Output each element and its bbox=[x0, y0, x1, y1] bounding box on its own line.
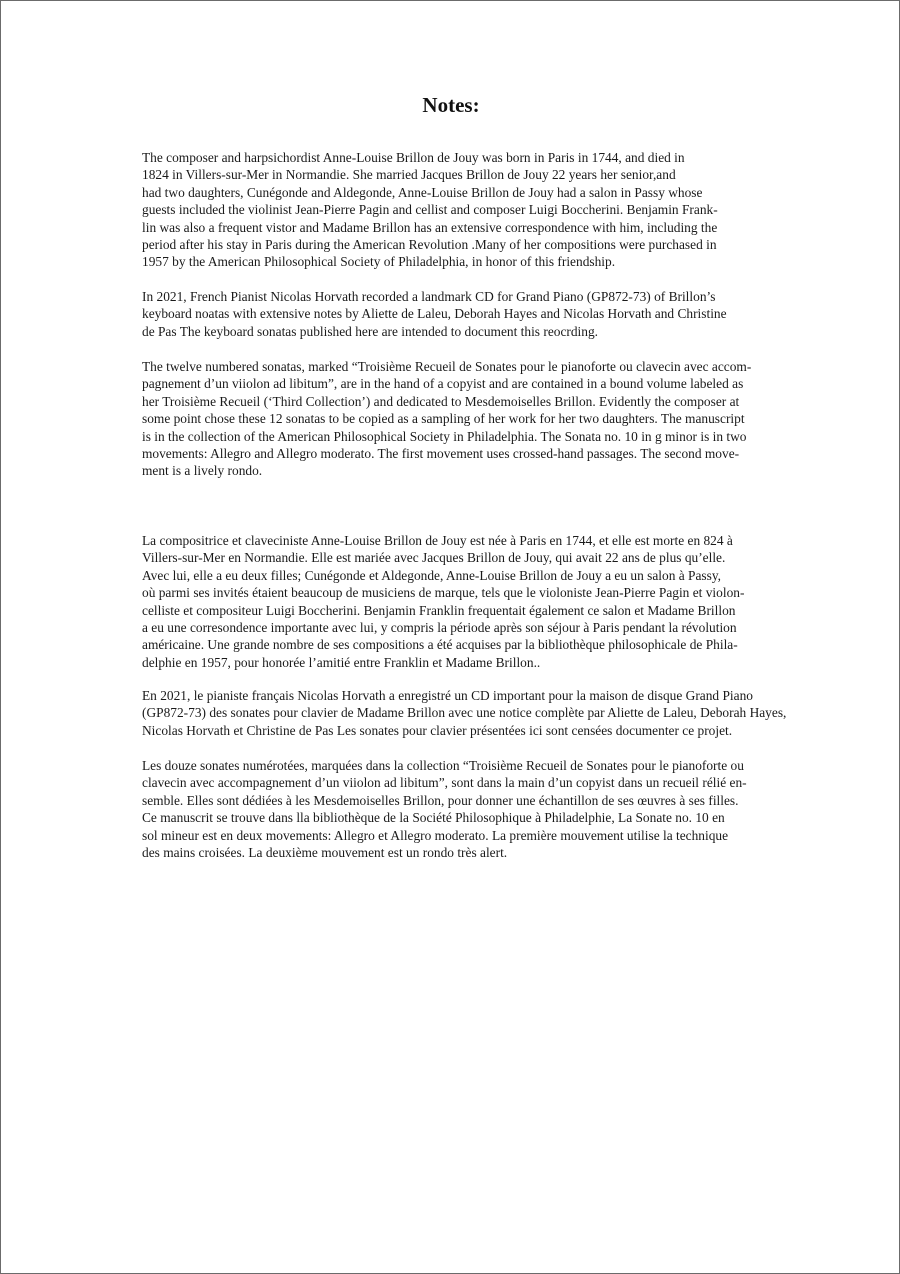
text-line: had two daughters, Cunégonde and Aldegonde, Anne-Louise Brillon de Jouy had a salon in Passy whose bbox=[142, 184, 703, 200]
text-line: movements: Allegro and Allegro moderato. The first movement uses crossed-hand passages. The second move- bbox=[142, 446, 740, 462]
text-line: de Pas The keyboard sonatas published here are intended to document this reocrding. bbox=[142, 323, 599, 339]
text-line: The twelve numbered sonatas, marked “Troisième Recueil de Sonates pour le pianoforte ou clavecin avec accom- bbox=[142, 359, 752, 374]
text-line: La compositrice et claveciniste Anne-Louise Brillon de Jouy est née à Paris en 1744, et elle est morte en 824 à bbox=[142, 533, 733, 548]
text-line: Villers-sur-Mer en Normandie. Elle est mariée avec Jacques Brillon de Jouy, qui avait 22 ans de plus qu’elle. bbox=[142, 550, 726, 566]
text-line: semble. Elles sont dédiées à les Mesdemoiselles Brillon, pour donner une échantillon de ses œuvres à ses filles. bbox=[142, 792, 739, 808]
text-line: is in the collection of the American Philosophical Society in Philadelphia. The Sonata no. 10 in g minor is in two bbox=[142, 428, 747, 444]
text-line: Nicolas Horvath et Christine de Pas Les sonates pour clavier présentées ici sont censées documenter ce projet. bbox=[142, 722, 733, 738]
text-line: keyboard noatas with extensive notes by Aliette de Laleu, Deborah Hayes and Nicolas Horvath and Christine bbox=[142, 306, 727, 322]
paragraph-french-sonatas bbox=[142, 757, 747, 861]
text-line: celliste et compositeur Luigi Boccherini. Benjamin Franklin frequentait également ce salon et Madame Brillon bbox=[142, 602, 736, 618]
text-line: (GP872-73) des sonates pour clavier de Madame Brillon avec une notice complète par Aliette de Laleu, Deborah Hayes, bbox=[142, 705, 787, 721]
paragraph-french-recording bbox=[142, 687, 786, 739]
text-line: pagnement d’un viiolon ad libitum”, are in the hand of a copyist and are contained in a bound volume labeled as bbox=[142, 376, 744, 392]
text-line: period after his stay in Paris during the American Revolution .Many of her compositions were purchased in bbox=[142, 237, 717, 253]
text-line: In 2021, French Pianist Nicolas Horvath recorded a landmark CD for Grand Piano (GP872-73) of Brillon’s bbox=[142, 289, 716, 304]
text-line: sol mineur est en deux movements: Allegro et Allegro moderato. La première mouvement utilise la technique bbox=[142, 827, 729, 843]
text-line: américaine. Une grande nombre de ses compositions a été acquises par la bibliothèque philosophicale de Phila- bbox=[142, 637, 738, 653]
paragraph-english-sonatas bbox=[142, 358, 751, 480]
paragraph-french-biography bbox=[142, 532, 744, 671]
page-title: Notes: bbox=[422, 93, 480, 117]
text-line: où parmi ses invités étaient beaucoup de musiciens de marque, tels que le violoniste Jean-Pierre Pagin et violon- bbox=[142, 585, 745, 601]
text-line: En 2021, le pianiste français Nicolas Horvath a enregistré un CD important pour la maison de disque Grand Piano bbox=[142, 688, 753, 703]
paragraph-english-recording bbox=[142, 288, 727, 340]
text-line: clavecin avec accompagnement d’un viiolon ad libitum”, sont dans la main d’un copyist dans un recueil rélié en- bbox=[142, 775, 747, 791]
text-line: The composer and harpsichordist Anne-Louise Brillon de Jouy was born in Paris in 1744, and died in bbox=[142, 150, 685, 165]
text-line: 1957 by the American Philosophical Society of Philadelphia, in honor of this friendship. bbox=[142, 254, 616, 270]
text-line: her Troisième Recueil (‘Third Collection’) and dedicated to Mesdemoiselles Brillon. Evidently the composer at bbox=[142, 393, 740, 409]
text-line: Les douze sonates numérotées, marquées dans la collection “Troisième Recueil de Sonates pour le pianoforte ou bbox=[142, 758, 744, 773]
text-line: des mains croisées. La deuxième mouvement est un rondo très alert. bbox=[142, 845, 508, 861]
text-line: Avec lui, elle a eu deux filles; Cunégonde et Aldegonde, Anne-Louise Brillon de Jouy a eu un salon à Passy, bbox=[142, 567, 722, 583]
text-line: Ce manuscrit se trouve dans lla bibliothèque de la Société Philosophique à Philadelphie, La Sonate no. 10 en bbox=[142, 810, 725, 826]
paragraph-english-biography bbox=[142, 149, 718, 271]
text-line: lin was also a frequent vistor and Madame Brillon has an extensive correspondence with him, including the bbox=[142, 219, 718, 235]
text-line: a eu une corresondence importante avec lui, y compris la période après son séjour à Paris pendant la révolution bbox=[142, 620, 737, 636]
text-line: some point chose these 12 sonatas to be copied as a sampling of her work for her two daughters. The manuscript bbox=[142, 411, 745, 427]
text-line: ment is a lively rondo. bbox=[142, 463, 263, 479]
text-line: delphie en 1957, pour honorée l’amitié entre Franklin et Madame Brillon.. bbox=[142, 654, 541, 670]
text-line: 1824 in Villers-sur-Mer in Normandie. She married Jacques Brillon de Jouy 22 years her senior,and bbox=[142, 167, 676, 183]
text-line: guests included the violinist Jean-Pierre Pagin and cellist and composer Luigi Boccherini. Benjamin Frank- bbox=[142, 202, 718, 218]
